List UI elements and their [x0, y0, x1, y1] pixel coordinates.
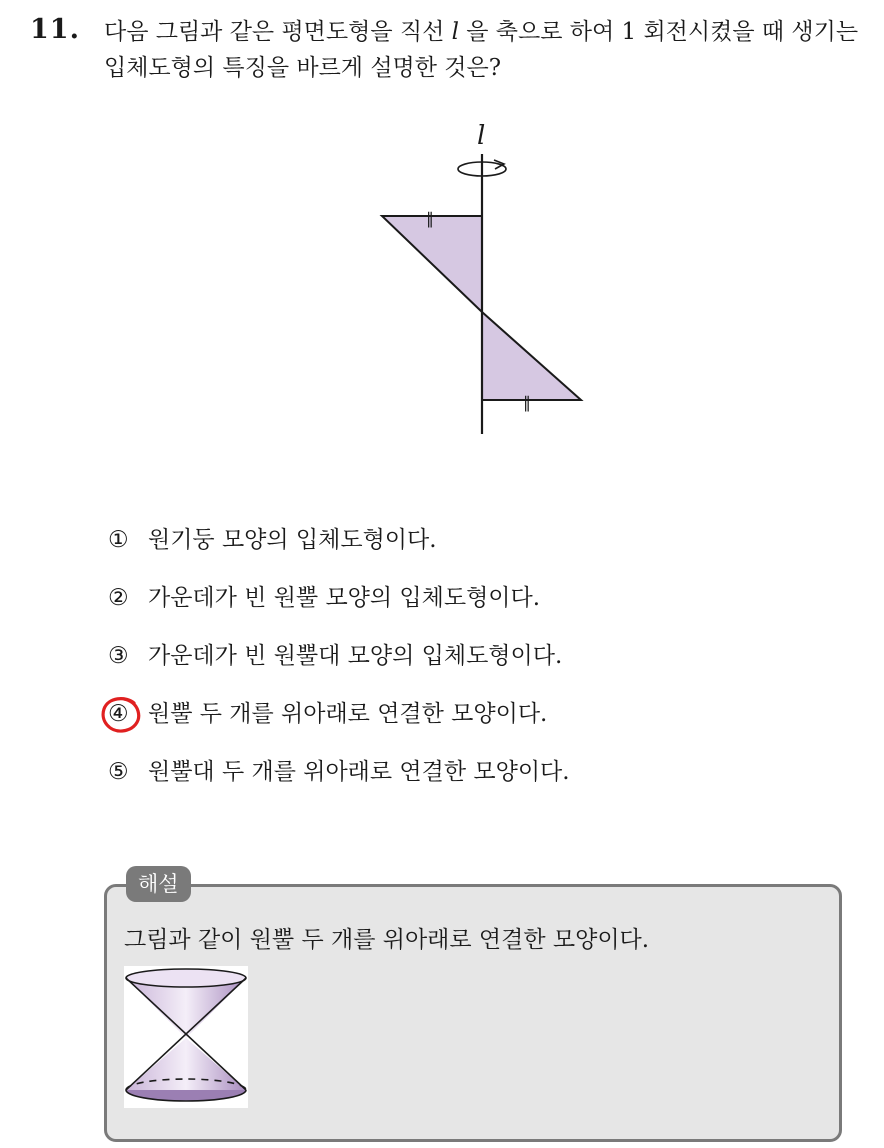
- question-text: [104, 14, 864, 86]
- choice-4-text: 원뿔 두 개를 위아래로 연결한 모양이다.: [148, 701, 548, 727]
- solution-text: 그림과 같이 원뿔 두 개를 위아래로 연결한 모양이다.: [124, 927, 650, 953]
- question-text-part2: 을 축으로 하여 1 회전시켰을 때 생기는 입체도형의 특징을 바르게 설명한 것은?: [104, 19, 859, 81]
- choice-5-number: ⑤: [108, 759, 129, 785]
- choice-2-number: ②: [108, 585, 129, 611]
- choice-1[interactable]: [108, 520, 828, 578]
- choice-4[interactable]: [108, 694, 828, 752]
- solution-tag: 해설: [126, 866, 191, 902]
- choice-2[interactable]: [108, 578, 828, 636]
- lower-tick-mark: ∥: [523, 393, 531, 412]
- choice-3[interactable]: [108, 636, 828, 694]
- choice-5[interactable]: [108, 752, 828, 810]
- double-cone-illustration: [124, 966, 248, 1108]
- lower-triangle: [482, 312, 581, 400]
- choice-2-text: 가운데가 빈 원뿔 모양의 입체도형이다.: [148, 585, 541, 611]
- choice-3-text: 가운데가 빈 원뿔대 모양의 입체도형이다.: [148, 643, 563, 669]
- choice-4-number: ④: [108, 701, 129, 727]
- question-text-part1: 다음 그림과 같은 평면도형을 직선: [104, 19, 452, 45]
- question-number: 11.: [30, 14, 80, 45]
- axis-label: l: [477, 121, 486, 151]
- upper-tick-mark: ∥: [426, 209, 434, 228]
- choice-3-number: ③: [108, 643, 129, 669]
- upper-cone-top: [126, 969, 246, 987]
- choice-5-text: 원뿔대 두 개를 위아래로 연결한 모양이다.: [148, 759, 570, 785]
- upper-triangle: [382, 216, 482, 312]
- answer-choices: [108, 520, 828, 810]
- choice-1-text: 원기둥 모양의 입체도형이다.: [148, 527, 437, 553]
- choice-1-number: ①: [108, 527, 129, 553]
- axis-variable: l: [451, 19, 459, 45]
- plane-figure-diagram: [370, 118, 600, 448]
